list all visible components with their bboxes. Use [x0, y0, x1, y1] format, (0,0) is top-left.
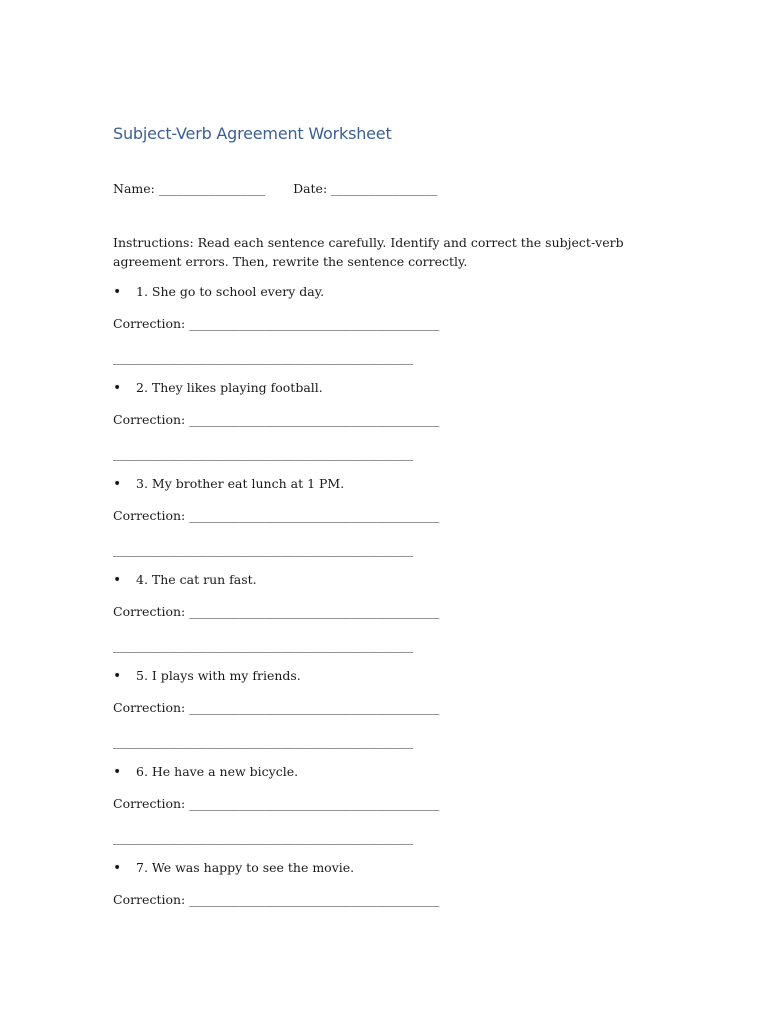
correction-line: Correction: ________________________________________ [113, 796, 440, 811]
bullet-icon: • [113, 284, 122, 300]
question-item [113, 476, 673, 572]
question-text: 2. They likes playing football. [136, 380, 323, 395]
correction-line: Correction: ________________________________________ [113, 700, 440, 715]
bullet-icon: • [113, 764, 122, 780]
question-item [113, 764, 673, 860]
question-text: 4. The cat run fast. [136, 572, 257, 587]
question-text: 7. We was happy to see the movie. [136, 860, 355, 875]
answer-blank-line: ________________________________________________ [113, 638, 413, 653]
correction-line: Correction: ________________________________________ [113, 892, 440, 907]
correction-line: Correction: ________________________________________ [113, 604, 440, 619]
student-info-fields [113, 181, 437, 196]
question-list [113, 284, 673, 956]
question-text: 3. My brother eat lunch at 1 PM. [136, 476, 345, 491]
date-field: Date: _________________ [293, 181, 438, 196]
bullet-icon: • [113, 572, 122, 588]
question-item [113, 860, 673, 956]
question-item [113, 284, 673, 380]
question-item [113, 572, 673, 668]
question-text: 5. I plays with my friends. [136, 668, 301, 683]
answer-blank-line: ________________________________________________ [113, 734, 413, 749]
correction-line: Correction: ________________________________________ [113, 316, 440, 331]
answer-blank-line: ________________________________________________ [113, 830, 413, 845]
worksheet-title: Subject-Verb Agreement Worksheet [113, 124, 392, 143]
question-item [113, 380, 673, 476]
answer-blank-line: ________________________________________________ [113, 446, 413, 461]
bullet-icon: • [113, 476, 122, 492]
answer-blank-line: ________________________________________________ [113, 350, 413, 365]
answer-blank-line: ________________________________________________ [113, 542, 413, 557]
question-text: 6. He have a new bicycle. [136, 764, 299, 779]
bullet-icon: • [113, 860, 122, 876]
question-item [113, 668, 673, 764]
question-text: 1. She go to school every day. [136, 284, 325, 299]
correction-line: Correction: ________________________________________ [113, 412, 440, 427]
bullet-icon: • [113, 668, 122, 684]
bullet-icon: • [113, 380, 122, 396]
name-field: Name: _________________ [113, 181, 266, 196]
instructions: Instructions: Read each sentence carefully. Identify and correct the subject-verb agreement errors. Then, rewrite the sentence correctly. [113, 235, 624, 269]
correction-line: Correction: ________________________________________ [113, 508, 440, 523]
